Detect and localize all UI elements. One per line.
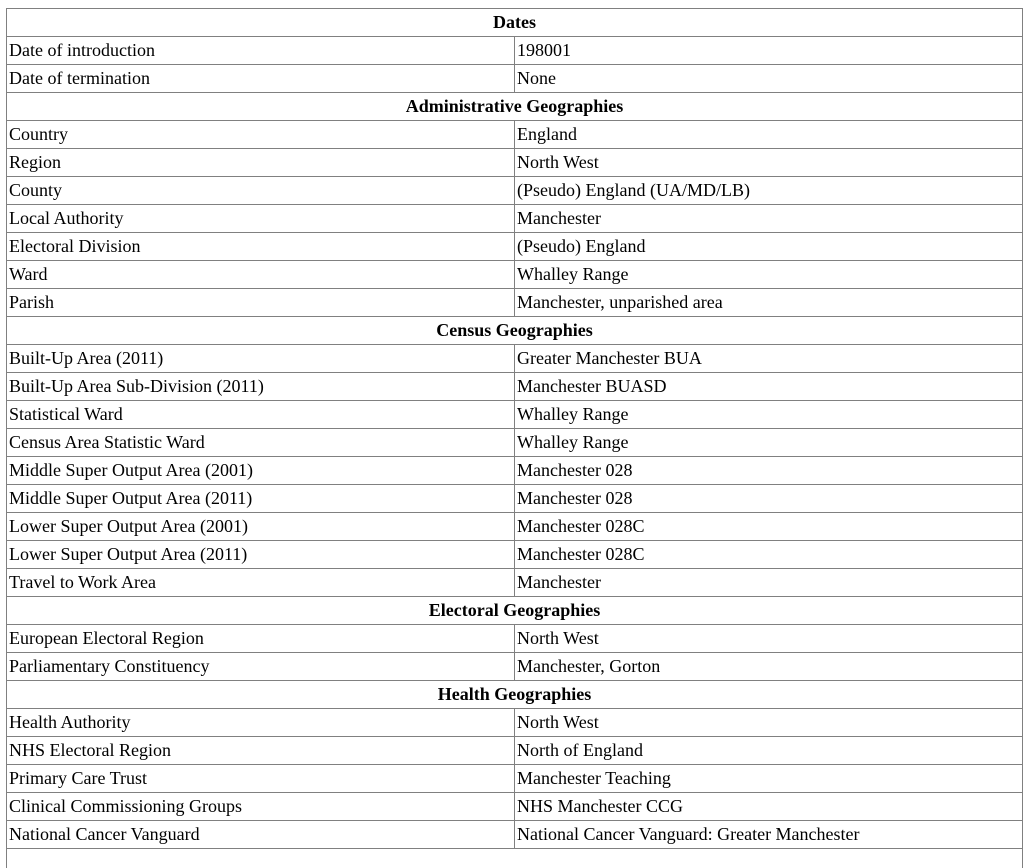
row-value: (Pseudo) England xyxy=(515,233,1023,261)
row-label: Primary Care Trust xyxy=(7,765,515,793)
row-label: Travel to Work Area xyxy=(7,569,515,597)
row-label: Region xyxy=(7,149,515,177)
row-value: Whalley Range xyxy=(515,429,1023,457)
table-row xyxy=(7,513,1023,541)
row-label: Statistical Ward xyxy=(7,401,515,429)
row-label: Health Authority xyxy=(7,709,515,737)
row-value: North West xyxy=(515,149,1023,177)
table-row xyxy=(7,121,1023,149)
row-value: NHS Manchester CCG xyxy=(515,793,1023,821)
row-label: Parliamentary Constituency xyxy=(7,653,515,681)
row-label: European Electoral Region xyxy=(7,625,515,653)
table-row xyxy=(7,289,1023,317)
table-row xyxy=(7,457,1023,485)
row-label: Clinical Commissioning Groups xyxy=(7,793,515,821)
row-label: Census Area Statistic Ward xyxy=(7,429,515,457)
table-row xyxy=(7,149,1023,177)
row-label: Country xyxy=(7,121,515,149)
row-value: Manchester 028C xyxy=(515,541,1023,569)
row-value: 198001 xyxy=(515,37,1023,65)
section-title: Dates xyxy=(7,9,1023,37)
row-value: Manchester 028 xyxy=(515,457,1023,485)
row-value: Manchester xyxy=(515,205,1023,233)
row-label: County xyxy=(7,177,515,205)
row-value: Manchester BUASD xyxy=(515,373,1023,401)
row-label: Lower Super Output Area (2001) xyxy=(7,513,515,541)
section-header-row-health-geographies xyxy=(7,681,1023,709)
table-row xyxy=(7,569,1023,597)
table-row xyxy=(7,401,1023,429)
row-value: Manchester 028C xyxy=(515,513,1023,541)
row-label: Middle Super Output Area (2001) xyxy=(7,457,515,485)
row-label: Built-Up Area Sub-Division (2011) xyxy=(7,373,515,401)
row-label: Date of introduction xyxy=(7,37,515,65)
section-header-row-electoral-geographies xyxy=(7,597,1023,625)
section-header-row-dates xyxy=(7,9,1023,37)
row-value: National Cancer Vanguard: Greater Manchester xyxy=(515,821,1023,849)
row-value: None xyxy=(515,65,1023,93)
section-header-row-census-geographies xyxy=(7,317,1023,345)
table-row xyxy=(7,205,1023,233)
table-row xyxy=(7,709,1023,737)
row-value: North West xyxy=(515,709,1023,737)
row-label: NHS Electoral Region xyxy=(7,737,515,765)
row-label: National Cancer Vanguard xyxy=(7,821,515,849)
table-row xyxy=(7,429,1023,457)
row-label: Parish xyxy=(7,289,515,317)
table-row xyxy=(7,373,1023,401)
row-value: Whalley Range xyxy=(515,261,1023,289)
table-row xyxy=(7,65,1023,93)
row-value: Manchester, Gorton xyxy=(515,653,1023,681)
table-row xyxy=(7,821,1023,849)
table-row xyxy=(7,625,1023,653)
table-row xyxy=(7,737,1023,765)
row-label: Date of termination xyxy=(7,65,515,93)
row-value: Manchester 028 xyxy=(515,485,1023,513)
section-title: Electoral Geographies xyxy=(7,597,1023,625)
row-value: Manchester, unparished area xyxy=(515,289,1023,317)
row-value: England xyxy=(515,121,1023,149)
table-row xyxy=(7,541,1023,569)
geographies-table xyxy=(6,8,1023,849)
table-row xyxy=(7,485,1023,513)
row-label: Middle Super Output Area (2011) xyxy=(7,485,515,513)
table-row xyxy=(7,345,1023,373)
section-title: Health Geographies xyxy=(7,681,1023,709)
geographies-table-body xyxy=(7,9,1023,849)
row-label: Lower Super Output Area (2011) xyxy=(7,541,515,569)
row-label: Electoral Division xyxy=(7,233,515,261)
row-value: Whalley Range xyxy=(515,401,1023,429)
table-row xyxy=(7,653,1023,681)
table-row xyxy=(7,177,1023,205)
table-row xyxy=(7,261,1023,289)
section-title: Census Geographies xyxy=(7,317,1023,345)
table-row xyxy=(7,793,1023,821)
row-value: Manchester Teaching xyxy=(515,765,1023,793)
row-label: Ward xyxy=(7,261,515,289)
row-value: North of England xyxy=(515,737,1023,765)
row-label: Local Authority xyxy=(7,205,515,233)
row-value: Greater Manchester BUA xyxy=(515,345,1023,373)
section-header-row-administrative-geographies xyxy=(7,93,1023,121)
table-row xyxy=(7,765,1023,793)
row-value: Manchester xyxy=(515,569,1023,597)
row-value: (Pseudo) England (UA/MD/LB) xyxy=(515,177,1023,205)
section-title: Administrative Geographies xyxy=(7,93,1023,121)
table-row xyxy=(7,37,1023,65)
table-row xyxy=(7,233,1023,261)
row-label: Built-Up Area (2011) xyxy=(7,345,515,373)
row-value: North West xyxy=(515,625,1023,653)
